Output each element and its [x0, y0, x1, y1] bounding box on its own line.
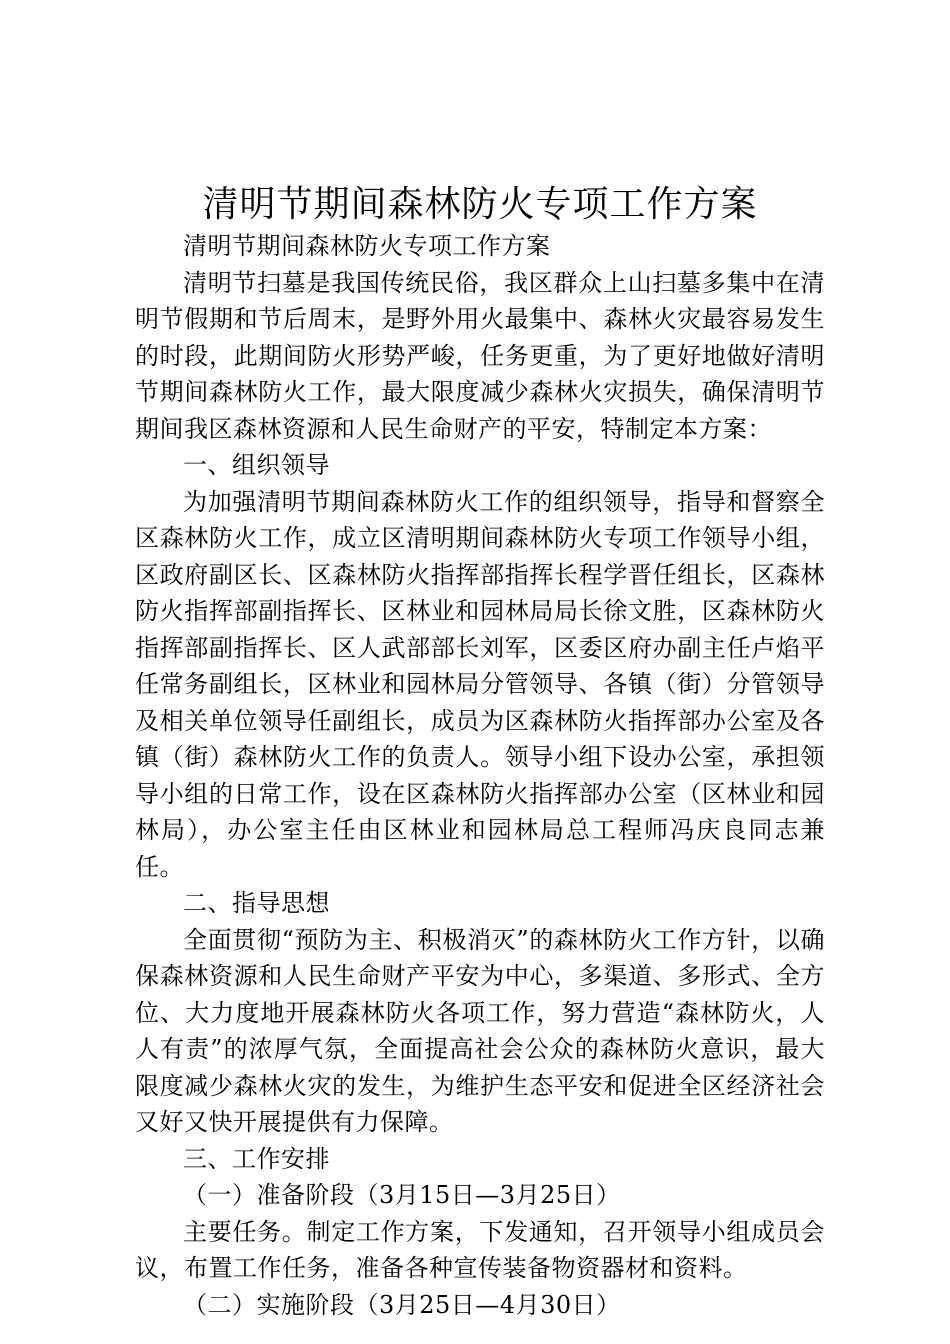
stage-body-preparation: 主要任务。制定工作方案，下发通知，召开领导小组成员会议，布置工作任务，准备各种宣传装备物资器材和资料。 [135, 1217, 825, 1282]
document-body [135, 228, 825, 1323]
stage-heading-implementation: （二）实施阶段（3月25日—4月30日） [183, 1290, 621, 1319]
section-heading-guiding-ideology: 二、指导思想 [183, 889, 330, 917]
document-subtitle: 清明节期间森林防火专项工作方案 [183, 232, 551, 260]
section-heading-organization: 一、组织领导 [183, 451, 330, 479]
section-body-guiding-ideology: 全面贯彻“预防为主、积极消灭”的森林防火工作方针，以确保森林资源和人民生命财产平安为中心，多渠道、多形式、全方位、大力度地开展森林防火各项工作，努力营造“森林防火，人人有责”的浓厚气氛，全面提高社会公众的森林防火意识，最大限度减少森林火灾的发生，为维护生态平安和促进全区经济社会又好又快开展提供有力保障。 [135, 925, 825, 1136]
section-heading-work-arrangement: 三、工作安排 [183, 1144, 330, 1173]
stage-heading-preparation: （一）准备阶段（3月15日—3月25日） [183, 1181, 621, 1209]
section-body-organization: 为加强清明节期间森林防火工作的组织领导，指导和督察全区森林防火工作，成立区清明期间森林防火专项工作领导小组，区政府副区长、区森林防火指挥部指挥长程学晋任组长，区森林防火指挥部副指挥长、区林业和园林局局长徐文胜，区森林防火指挥部副指挥长、区人武部部长刘军，区委区府办副主任卢焰平任常务副组长，区林业和园林局分管领导、各镇（街）分管领导及相关单位领导任副组长，成员为区森林防火指挥部办公室及各镇（街）森林防火工作的负责人。领导小组下设办公室，承担领导小组的日常工作，设在区森林防火指挥部办公室（区林业和园林局），办公室主任由区林业和园林局总工程师冯庆良同志兼任。 [135, 487, 825, 881]
intro-paragraph: 清明节扫墓是我国传统民俗，我区群众上山扫墓多集中在清明节假期和节后周末，是野外用火最集中、森林火灾最容易发生的时段，此期间防火形势严峻，任务更重，为了更好地做好清明节期间森林防火工作，最大限度减少森林火灾损失，确保清明节期间我区森林资源和人民生命财产的平安，特制定本方案： [135, 268, 825, 443]
document-title: 清明节期间森林防火专项工作方案 [202, 184, 758, 225]
